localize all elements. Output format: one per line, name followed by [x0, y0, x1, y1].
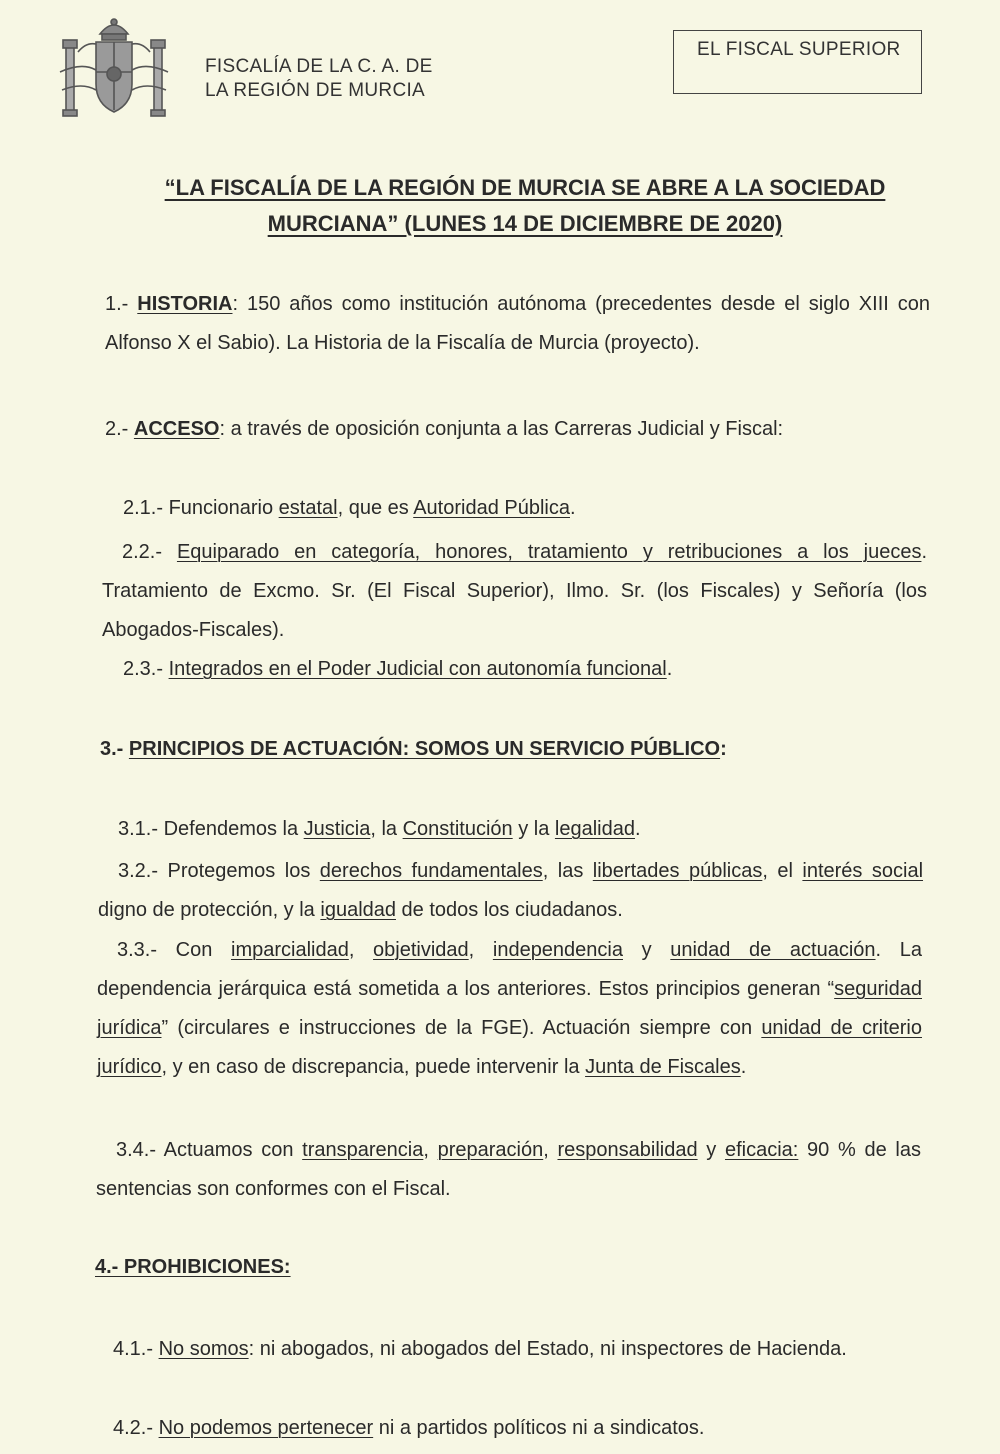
- item-4-2: [113, 1409, 704, 1448]
- section-historia: [105, 285, 930, 363]
- item-text: ,: [348, 939, 374, 961]
- item-text: digno de protección, y la: [98, 899, 321, 921]
- item-3-3: [97, 931, 922, 1087]
- item-2-3: [123, 650, 672, 689]
- item-3-1: [118, 810, 641, 849]
- item-text: y la: [512, 818, 555, 840]
- underlined-term: No podemos pertenecer: [158, 1417, 374, 1439]
- item-text: . La dependencia jerárquica está sometida a los anteriores. Estos principios generan “: [97, 939, 922, 1000]
- underlined-term: igualdad: [320, 899, 396, 921]
- underlined-term: objetividad: [373, 939, 469, 961]
- section-text: : a través de oposición conjunta a las Carreras Judicial y Fiscal:: [219, 418, 784, 440]
- underlined-term: unidad de actuación: [670, 939, 876, 961]
- item-text: 3.1.- Defendemos la: [118, 818, 304, 840]
- underlined-term: Autoridad Pública: [413, 497, 570, 519]
- underlined-term: Justicia: [303, 818, 371, 840]
- item-text: , que es: [337, 497, 414, 519]
- underlined-term: transparencia: [302, 1139, 424, 1161]
- underlined-term: Constitución: [402, 818, 513, 840]
- item-text: ni a partidos políticos ni a sindicatos.: [373, 1417, 705, 1439]
- item-text: . Tratamiento de Excmo. Sr. (El Fiscal Superior), Ilmo. Sr. (los Fiscales) y Señoría (los Abogados-Fiscales).: [102, 541, 928, 641]
- title-line-1: “LA FISCALÍA DE LA REGIÓN DE MURCIA SE ABRE A LA SOCIEDAD: [164, 175, 886, 200]
- section-number: 3.-: [100, 738, 129, 760]
- item-text: y: [623, 939, 671, 961]
- section-colon: :: [720, 738, 727, 760]
- section-principios: [100, 730, 727, 769]
- section-text: : 150 años como institución autónoma (precedentes desde el siglo XIII con Alfonso X el Sabio). La Historia de la Fiscalía de Murcia (proyecto).: [105, 293, 930, 354]
- item-text: : ni abogados, ni abogados del Estado, ni inspectores de Hacienda.: [248, 1338, 847, 1360]
- underlined-term: Integrados en el Poder Judicial con autonomía funcional: [168, 658, 667, 680]
- section-heading: HISTORIA: [137, 293, 233, 315]
- item-text: ,: [423, 1139, 438, 1161]
- section-number: 1.-: [105, 293, 138, 315]
- item-text: 3.4.- Actuamos con: [116, 1139, 303, 1161]
- underlined-term: responsabilidad: [557, 1139, 698, 1161]
- item-text: ,: [468, 939, 493, 961]
- item-3-4: [96, 1131, 921, 1209]
- item-text: , la: [370, 818, 403, 840]
- item-text: 4.1.-: [113, 1338, 159, 1360]
- section-heading: ACCESO: [133, 418, 220, 440]
- item-text: 2.2.-: [122, 541, 177, 563]
- item-text: , las: [542, 860, 593, 882]
- item-text: ,: [543, 1139, 558, 1161]
- item-text: y: [697, 1139, 725, 1161]
- item-2-1: [123, 489, 576, 528]
- underlined-term: Equiparado en categoría, honores, tratamiento y retribuciones a los jueces: [176, 541, 922, 563]
- document-title: [100, 170, 950, 242]
- org-line-2: LA REGIÓN DE MURCIA: [205, 80, 426, 101]
- item-text: .: [740, 1056, 747, 1078]
- item-text: 90 % de las sentencias son conformes con el Fiscal.: [96, 1139, 921, 1200]
- section-acceso: [105, 410, 783, 449]
- item-text: , el: [762, 860, 803, 882]
- org-line-1: FISCALÍA DE LA C. A. DE: [205, 56, 433, 77]
- underlined-term: interés social: [802, 860, 924, 882]
- underlined-term: libertades públicas: [592, 860, 763, 882]
- underlined-term: eficacia:: [724, 1139, 799, 1161]
- item-text: .: [635, 818, 641, 840]
- underlined-term: preparación: [437, 1139, 544, 1161]
- underlined-term: Junta de Fiscales: [585, 1056, 741, 1078]
- section-heading: PRINCIPIOS DE ACTUACIÓN: SOMOS UN SERVICIO PÚBLICO: [128, 738, 721, 760]
- item-text: de todos los ciudadanos.: [396, 899, 623, 921]
- title-line-2: MURCIANA” (LUNES 14 DE DICIEMBRE DE 2020): [267, 211, 783, 236]
- item-text: 2.3.-: [123, 658, 169, 680]
- underlined-term: No somos: [158, 1338, 249, 1360]
- underlined-term: independencia: [492, 939, 623, 961]
- item-text: .: [666, 658, 673, 680]
- underlined-term: estatal: [278, 497, 338, 519]
- fiscal-superior-box: EL FISCAL SUPERIOR: [673, 30, 922, 94]
- item-2-2: [102, 533, 927, 650]
- underlined-term: seguridad jurídica: [97, 978, 922, 1039]
- underlined-term: derechos fundamentales: [319, 860, 543, 882]
- item-text: 3.3.- Con: [117, 939, 231, 961]
- item-text: .: [569, 497, 576, 519]
- item-text: 2.1.- Funcionario: [123, 497, 279, 519]
- item-3-2: [98, 852, 923, 930]
- item-text: 4.2.-: [113, 1417, 159, 1439]
- underlined-term: unidad de criterio jurídico: [97, 1017, 922, 1078]
- item-4-1: [95, 1330, 920, 1369]
- coat-of-arms-logo: [52, 12, 176, 122]
- organization-name: [205, 55, 433, 103]
- item-text: 3.2.- Protegemos los: [118, 860, 320, 882]
- section-prohibiciones: 4.- PROHIBICIONES:: [95, 1256, 291, 1278]
- section-number: 2.-: [105, 418, 134, 440]
- item-text: ” (circulares e instrucciones de la FGE). Actuación siempre con: [161, 1017, 762, 1039]
- underlined-term: imparcialidad: [231, 939, 349, 961]
- underlined-term: legalidad: [554, 818, 635, 840]
- item-text: , y en caso de discrepancia, puede intervenir la: [161, 1056, 586, 1078]
